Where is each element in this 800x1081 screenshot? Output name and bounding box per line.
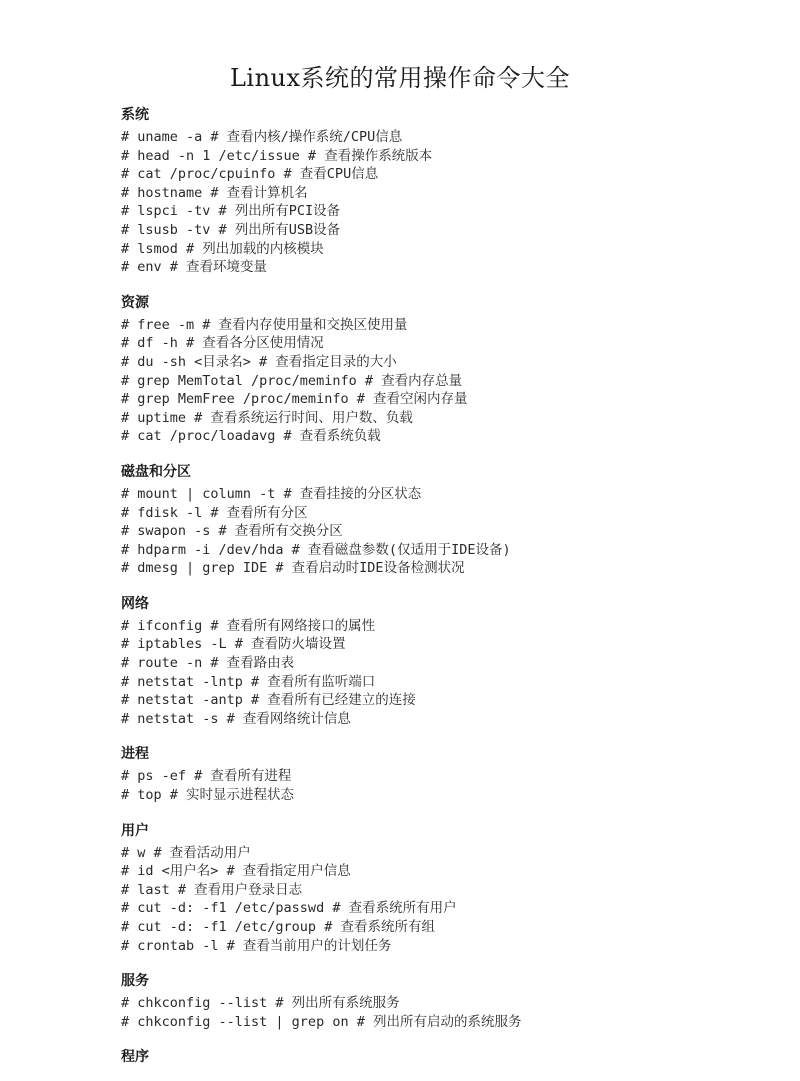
section-heading: 进程 (121, 746, 149, 763)
command-line: # top # 实时显示进程状态 (121, 787, 295, 804)
section-3 (121, 593, 761, 729)
command-line: # netstat -antp # 查看所有已经建立的连接 (121, 692, 416, 709)
section-5 (121, 820, 761, 956)
command-line: # cat /proc/cpuinfo # 查看CPU信息 (121, 166, 379, 183)
command-line: # ps -ef # 查看所有进程 (121, 768, 292, 785)
command-line: # netstat -s # 查看网络统计信息 (121, 710, 351, 727)
section-heading: 系统 (121, 107, 149, 123)
command-line: # chkconfig --list # 列出所有系统服务 (121, 995, 400, 1012)
command-line: # w # 查看活动用户 (121, 844, 251, 861)
document-body (121, 104, 761, 1070)
command-line: # dmesg | grep IDE # 查看启动时IDE设备检测状况 (121, 560, 465, 577)
command-line: # df -h # 查看各分区使用情况 (121, 335, 324, 352)
command-line: # fdisk -l # 查看所有分区 (121, 504, 308, 521)
command-line: # cut -d: -f1 /etc/group # 查看系统所有组 (121, 919, 435, 935)
section-heading: 程序 (121, 1049, 149, 1066)
command-line: # iptables -L # 查看防火墙设置 (121, 636, 346, 653)
command-line: # chkconfig --list | grep on # 列出所有启动的系统服务 (121, 1013, 522, 1030)
section-heading: 服务 (121, 973, 149, 990)
command-line: # env # 查看环境变量 (121, 259, 268, 276)
command-line: # hdparm -i /dev/hda # 查看磁盘参数(仅适用于IDE设备) (121, 541, 511, 558)
command-line: # cut -d: -f1 /etc/passwd # 查看系统所有用户 (121, 900, 457, 917)
command-line: # mount | column -t # 查看挂接的分区状态 (121, 485, 422, 502)
section-2 (121, 461, 761, 578)
section-heading: 磁盘和分区 (121, 463, 191, 480)
section-6 (121, 970, 761, 1031)
document-title: Linux系统的常用操作命令大全 (229, 64, 571, 92)
command-line: # uname -a # 查看内核/操作系统/CPU信息 (121, 129, 403, 145)
command-line: # cat /proc/loadavg # 查看系统负载 (121, 428, 381, 445)
section-1 (121, 292, 761, 446)
command-line: # lspci -tv # 列出所有PCI设备 (121, 203, 341, 220)
command-line: # head -n 1 /etc/issue # 查看操作系统版本 (121, 147, 433, 164)
section-0 (121, 104, 761, 277)
command-line: # route -n # 查看路由表 (121, 655, 295, 672)
command-line: # netstat -lntp # 查看所有监听端口 (121, 673, 376, 690)
section-4 (121, 743, 761, 804)
command-line: # crontab -l # 查看当前用户的计划任务 (121, 937, 392, 954)
section-heading: 资源 (121, 294, 149, 311)
command-line: # grep MemFree /proc/meminfo # 查看空闲内存量 (121, 391, 468, 408)
command-line: # swapon -s # 查看所有交换分区 (121, 523, 343, 540)
command-line: # lsusb -tv # 列出所有USB设备 (121, 221, 341, 238)
command-line: # ifconfig # 查看所有网络接口的属性 (121, 617, 376, 634)
section-heading: 用户 (121, 822, 149, 839)
command-line: # lsmod # 列出加载的内核模块 (121, 240, 324, 257)
command-line: # hostname # 查看计算机名 (121, 184, 308, 201)
section-heading: 网络 (121, 595, 149, 612)
command-line: # grep MemTotal /proc/meminfo # 查看内存总量 (121, 372, 463, 389)
command-line: # id <用户名> # 查看指定用户信息 (121, 863, 351, 880)
command-line: # free -m # 查看内存使用量和交换区使用量 (121, 316, 408, 333)
section-7 (121, 1046, 761, 1068)
command-line: # du -sh <目录名> # 查看指定目录的大小 (121, 353, 397, 370)
command-line: # last # 查看用户登录日志 (121, 881, 303, 898)
command-line: # uptime # 查看系统运行时间、用户数、负载 (121, 409, 413, 426)
